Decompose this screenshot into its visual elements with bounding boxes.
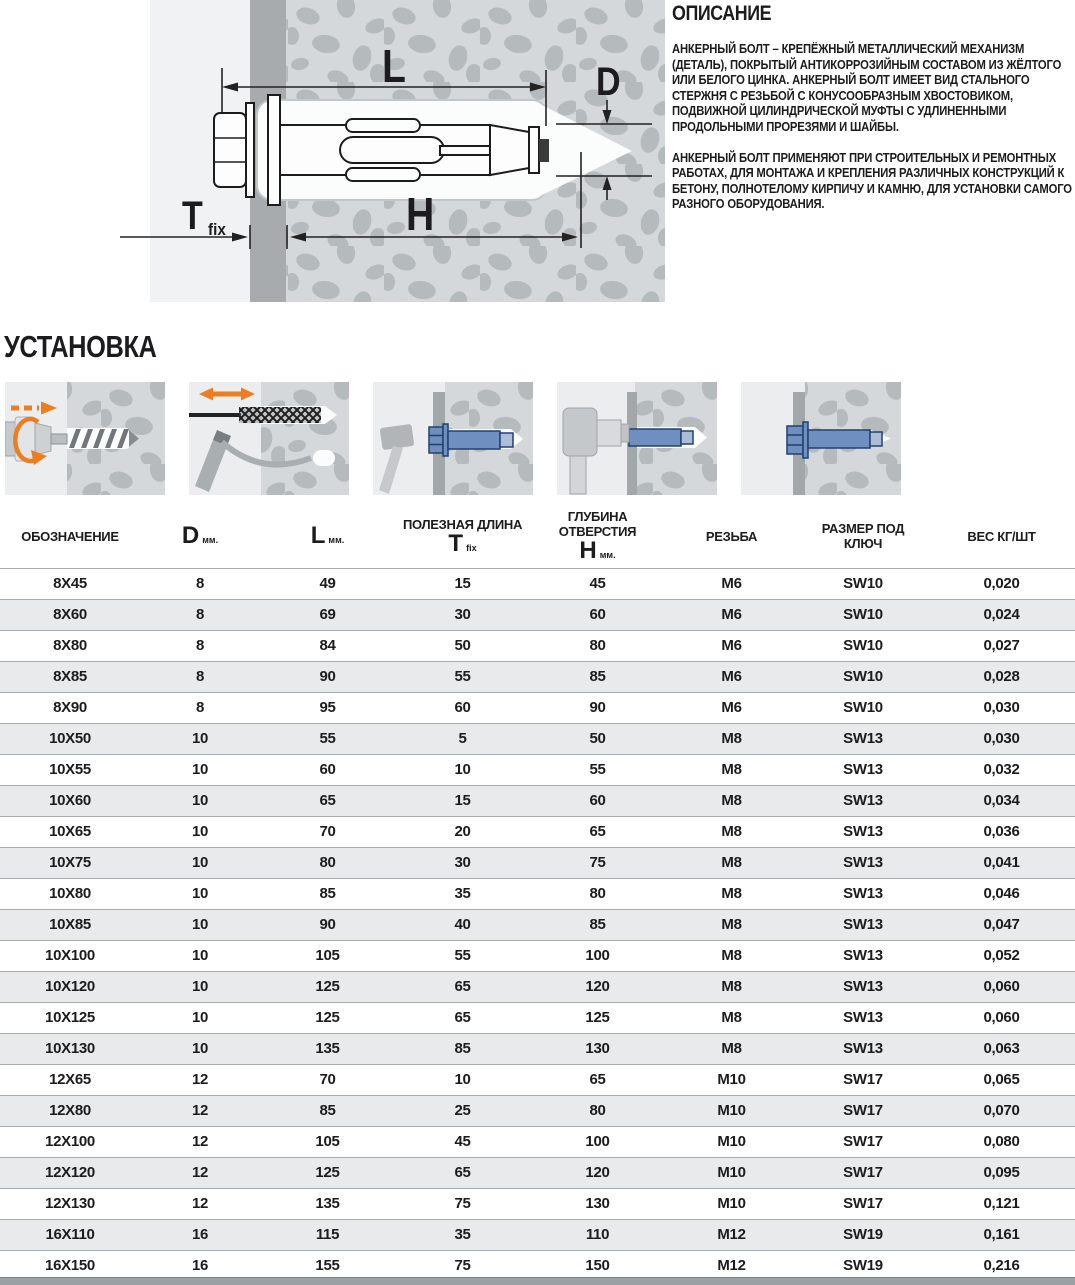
cell-h: 125: [530, 1002, 665, 1033]
cell-wrench: SW13: [798, 816, 928, 847]
cell-weight: 0,095: [928, 1157, 1075, 1188]
cell-d: 12: [140, 1126, 260, 1157]
cell-h: 55: [530, 754, 665, 785]
cell-tfix: 55: [395, 940, 530, 971]
table-row: [0, 878, 1075, 909]
cell-l: 65: [260, 785, 395, 816]
cell-thread: M8: [665, 1033, 798, 1064]
cell-designation: 10X80: [0, 878, 140, 909]
cell-weight: 0,060: [928, 1002, 1075, 1033]
cell-h: 110: [530, 1219, 665, 1250]
install-step-drill: [5, 382, 165, 495]
col-header-designation: ОБОЗНАЧЕНИЕ: [21, 528, 119, 544]
cell-h: 130: [530, 1188, 665, 1219]
install-step-clean: [189, 382, 349, 495]
cell-h: 100: [530, 1126, 665, 1157]
anchor-bolt-diagram: [0, 0, 670, 308]
description-section: [672, 2, 1075, 212]
install-step-installed: [741, 382, 901, 495]
cell-designation: 10X120: [0, 971, 140, 1002]
table-row: [0, 599, 1075, 630]
cell-d: 8: [140, 568, 260, 599]
cell-tfix: 60: [395, 692, 530, 723]
brush-pump-icon: [189, 382, 349, 495]
cell-wrench: SW13: [798, 971, 928, 1002]
cell-tfix: 75: [395, 1188, 530, 1219]
cell-designation: 8X60: [0, 599, 140, 630]
cell-wrench: SW13: [798, 940, 928, 971]
cell-d: 12: [140, 1188, 260, 1219]
cell-weight: 0,052: [928, 940, 1075, 971]
cell-l: 105: [260, 940, 395, 971]
cell-thread: M6: [665, 692, 798, 723]
col-header-d: D мм.: [181, 522, 219, 550]
cell-l: 125: [260, 971, 395, 1002]
table-row: [0, 630, 1075, 661]
cell-wrench: SW19: [798, 1250, 928, 1281]
cell-l: 60: [260, 754, 395, 785]
col-header-hole-depth: ГЛУБИНА ОТВЕРСТИЯ H мм.: [558, 509, 637, 565]
cell-l: 85: [260, 1095, 395, 1126]
cell-designation: 8X90: [0, 692, 140, 723]
cell-weight: 0,161: [928, 1219, 1075, 1250]
cell-d: 10: [140, 847, 260, 878]
table-row: [0, 1033, 1075, 1064]
cell-d: 10: [140, 754, 260, 785]
cell-d: 10: [140, 971, 260, 1002]
cell-wrench: SW10: [798, 692, 928, 723]
cell-l: 70: [260, 816, 395, 847]
cell-weight: 0,030: [928, 723, 1075, 754]
cell-designation: 10X125: [0, 1002, 140, 1033]
table-row: [0, 1064, 1075, 1095]
cell-designation: 16X150: [0, 1250, 140, 1281]
cell-wrench: SW13: [798, 847, 928, 878]
cell-d: 8: [140, 661, 260, 692]
cell-h: 120: [530, 971, 665, 1002]
cell-tfix: 85: [395, 1033, 530, 1064]
cell-weight: 0,046: [928, 878, 1075, 909]
cell-d: 12: [140, 1157, 260, 1188]
cell-wrench: SW13: [798, 1033, 928, 1064]
cell-h: 50: [530, 723, 665, 754]
cell-designation: 10X75: [0, 847, 140, 878]
cell-tfix: 15: [395, 785, 530, 816]
cell-weight: 0,028: [928, 661, 1075, 692]
installation-steps: [5, 382, 901, 495]
cell-d: 8: [140, 692, 260, 723]
cell-weight: 0,036: [928, 816, 1075, 847]
table-row: [0, 723, 1075, 754]
cell-h: 45: [530, 568, 665, 599]
cell-weight: 0,030: [928, 692, 1075, 723]
cell-l: 69: [260, 599, 395, 630]
cell-h: 80: [530, 878, 665, 909]
description-title: ОПИСАНИЕ: [672, 2, 772, 25]
cell-tfix: 10: [395, 754, 530, 785]
table-row: [0, 785, 1075, 816]
table-row: [0, 692, 1075, 723]
cell-designation: 10X55: [0, 754, 140, 785]
cell-tfix: 35: [395, 878, 530, 909]
cell-wrench: SW17: [798, 1188, 928, 1219]
cell-designation: 10X60: [0, 785, 140, 816]
cell-thread: M8: [665, 1002, 798, 1033]
cell-thread: M10: [665, 1095, 798, 1126]
hammer-anchor-icon: [373, 382, 533, 495]
cell-wrench: SW17: [798, 1064, 928, 1095]
install-step-wrench: [557, 382, 717, 495]
cell-designation: 16X110: [0, 1219, 140, 1250]
cell-d: 16: [140, 1250, 260, 1281]
cell-thread: M8: [665, 847, 798, 878]
cell-thread: M8: [665, 878, 798, 909]
cell-weight: 0,024: [928, 599, 1075, 630]
cell-h: 150: [530, 1250, 665, 1281]
cell-weight: 0,216: [928, 1250, 1075, 1281]
cell-l: 105: [260, 1126, 395, 1157]
cell-l: 125: [260, 1157, 395, 1188]
col-header-l: L мм.: [310, 522, 345, 550]
col-header-thread: РЕЗЬБА: [705, 528, 758, 544]
cell-thread: M6: [665, 661, 798, 692]
cell-designation: 10X85: [0, 909, 140, 940]
cell-d: 10: [140, 878, 260, 909]
table-row: [0, 1002, 1075, 1033]
description-paragraph: АНКЕРНЫЙ БОЛТ – КРЕПЁЖНЫЙ МЕТАЛЛИЧЕСКИЙ МЕХАНИЗМ (ДЕТАЛЬ), ПОКРЫТЫЙ АНТИКОРРОЗИЙНЫМ СОСТАВОМ ИЗ ЖЁЛТОГО ИЛИ БЕЛОГО ЦИНКА. АНКЕРНЫЙ БОЛТ ИМЕЕТ ВИД СТАЛЬНОГО СТЕРЖНЯ С РЕЗЬБОЙ С КОНУСООБРАЗНЫМ ХВОСТОВИКОМ, ПОДВИЖНОЙ ЦИЛИНДРИЧЕСКОЙ МУФТЫ С УДЛИНЕННЫМИ ПРОДОЛЬНЫМИ ПРОРЕЗЯМИ И ШАЙБЫ.: [672, 41, 1062, 134]
install-step-hammer: [373, 382, 533, 495]
cell-designation: 8X80: [0, 630, 140, 661]
cell-wrench: SW13: [798, 909, 928, 940]
cell-wrench: SW10: [798, 661, 928, 692]
cell-wrench: SW13: [798, 878, 928, 909]
dim-label-T-sub: fix: [208, 220, 226, 240]
cell-d: 16: [140, 1219, 260, 1250]
cell-tfix: 75: [395, 1250, 530, 1281]
cell-thread: M10: [665, 1126, 798, 1157]
installed-anchor-icon: [741, 382, 901, 495]
cell-d: 10: [140, 785, 260, 816]
cell-h: 90: [530, 692, 665, 723]
cell-tfix: 65: [395, 971, 530, 1002]
cell-tfix: 50: [395, 630, 530, 661]
cell-d: 8: [140, 630, 260, 661]
cell-h: 120: [530, 1157, 665, 1188]
cell-d: 12: [140, 1095, 260, 1126]
bolt-dimension-drawing-icon: [0, 0, 670, 308]
cell-wrench: SW19: [798, 1219, 928, 1250]
cell-designation: 8X85: [0, 661, 140, 692]
cell-wrench: SW13: [798, 754, 928, 785]
cell-l: 90: [260, 661, 395, 692]
cell-wrench: SW13: [798, 785, 928, 816]
cell-d: 10: [140, 723, 260, 754]
cell-weight: 0,047: [928, 909, 1075, 940]
cell-thread: M10: [665, 1157, 798, 1188]
cell-weight: 0,027: [928, 630, 1075, 661]
cell-weight: 0,065: [928, 1064, 1075, 1095]
dim-label-T: T: [182, 192, 203, 238]
table-row: [0, 1126, 1075, 1157]
col-header-wrench-size: РАЗМЕР ПОД КЛЮЧ: [821, 521, 905, 552]
description-paragraph: АНКЕРНЫЙ БОЛТ ПРИМЕНЯЮТ ПРИ СТРОИТЕЛЬНЫХ И РЕМОНТНЫХ РАБОТАХ, ДЛЯ МОНТАЖА И КРЕПЛЕНИЯ РАЗЛИЧНЫХ КОНСТРУКЦИЙ К БЕТОНУ, ПОЛНОТЕЛОМУ КИРПИЧУ И КАМНЮ, ДЛЯ УСТАНОВКИ САМОГО РАЗНОГО ОБОРУДОВАНИЯ.: [672, 149, 1072, 212]
socket-wrench-icon: [557, 382, 717, 495]
cell-tfix: 65: [395, 1157, 530, 1188]
cell-weight: 0,121: [928, 1188, 1075, 1219]
cell-thread: M12: [665, 1250, 798, 1281]
cell-h: 80: [530, 1095, 665, 1126]
col-header-useful-length: ПОЛЕЗНАЯ ДЛИНА T fix: [402, 516, 523, 557]
cell-wrench: SW13: [798, 723, 928, 754]
table-row: [0, 909, 1075, 940]
cell-designation: 12X100: [0, 1126, 140, 1157]
cell-h: 65: [530, 816, 665, 847]
cell-thread: M8: [665, 971, 798, 1002]
cell-designation: 10X65: [0, 816, 140, 847]
cell-designation: 12X130: [0, 1188, 140, 1219]
cell-designation: 12X80: [0, 1095, 140, 1126]
cell-l: 90: [260, 909, 395, 940]
cell-d: 10: [140, 816, 260, 847]
cell-thread: M6: [665, 599, 798, 630]
cell-l: 85: [260, 878, 395, 909]
cell-tfix: 15: [395, 568, 530, 599]
cell-d: 10: [140, 940, 260, 971]
cell-designation: 8X45: [0, 568, 140, 599]
cell-thread: M8: [665, 940, 798, 971]
cell-tfix: 30: [395, 599, 530, 630]
cell-l: 55: [260, 723, 395, 754]
cell-wrench: SW17: [798, 1095, 928, 1126]
cell-thread: M8: [665, 909, 798, 940]
cell-designation: 10X130: [0, 1033, 140, 1064]
cell-weight: 0,070: [928, 1095, 1075, 1126]
table-row: [0, 1219, 1075, 1250]
table-header-row: [0, 505, 1075, 568]
cell-tfix: 5: [395, 723, 530, 754]
cell-d: 8: [140, 599, 260, 630]
cell-wrench: SW10: [798, 568, 928, 599]
cell-weight: 0,060: [928, 971, 1075, 1002]
cell-weight: 0,063: [928, 1033, 1075, 1064]
installation-title: УСТАНОВКА: [4, 329, 157, 364]
cell-tfix: 20: [395, 816, 530, 847]
cell-wrench: SW17: [798, 1126, 928, 1157]
cell-tfix: 45: [395, 1126, 530, 1157]
table-row: [0, 940, 1075, 971]
cell-h: 80: [530, 630, 665, 661]
cell-l: 70: [260, 1064, 395, 1095]
cell-tfix: 55: [395, 661, 530, 692]
cell-thread: M6: [665, 630, 798, 661]
table-row: [0, 754, 1075, 785]
cell-tfix: 65: [395, 1002, 530, 1033]
cell-l: 49: [260, 568, 395, 599]
table-row: [0, 568, 1075, 599]
cell-tfix: 35: [395, 1219, 530, 1250]
cell-thread: M10: [665, 1188, 798, 1219]
cell-l: 115: [260, 1219, 395, 1250]
cell-thread: M8: [665, 723, 798, 754]
cell-wrench: SW10: [798, 630, 928, 661]
cell-d: 10: [140, 1033, 260, 1064]
cell-h: 85: [530, 661, 665, 692]
cell-designation: 10X100: [0, 940, 140, 971]
table-row: [0, 661, 1075, 692]
cell-designation: 12X120: [0, 1157, 140, 1188]
cell-l: 80: [260, 847, 395, 878]
cell-wrench: SW13: [798, 1002, 928, 1033]
cell-l: 125: [260, 1002, 395, 1033]
cell-weight: 0,041: [928, 847, 1075, 878]
cell-thread: M8: [665, 816, 798, 847]
cell-d: 10: [140, 1002, 260, 1033]
cell-tfix: 30: [395, 847, 530, 878]
cell-l: 155: [260, 1250, 395, 1281]
cell-h: 130: [530, 1033, 665, 1064]
dim-label-D: D: [596, 58, 621, 104]
cell-thread: M12: [665, 1219, 798, 1250]
table-row: [0, 847, 1075, 878]
cell-l: 84: [260, 630, 395, 661]
cell-thread: M6: [665, 568, 798, 599]
cell-weight: 0,080: [928, 1126, 1075, 1157]
drill-icon: [5, 382, 165, 495]
cell-h: 60: [530, 599, 665, 630]
cell-tfix: 10: [395, 1064, 530, 1095]
cell-weight: 0,034: [928, 785, 1075, 816]
cell-d: 10: [140, 909, 260, 940]
bottom-edge-bar: [0, 1277, 1075, 1285]
table-row: [0, 1095, 1075, 1126]
table-row: [0, 971, 1075, 1002]
cell-tfix: 25: [395, 1095, 530, 1126]
cell-thread: M8: [665, 785, 798, 816]
dim-label-H: H: [406, 189, 435, 241]
cell-h: 100: [530, 940, 665, 971]
cell-tfix: 40: [395, 909, 530, 940]
cell-wrench: SW17: [798, 1157, 928, 1188]
cell-designation: 12X65: [0, 1064, 140, 1095]
col-header-weight: ВЕС КГ/ШТ: [967, 528, 1036, 544]
cell-d: 12: [140, 1064, 260, 1095]
cell-l: 95: [260, 692, 395, 723]
size-table: [0, 505, 1075, 1281]
cell-h: 85: [530, 909, 665, 940]
cell-l: 135: [260, 1188, 395, 1219]
cell-thread: M8: [665, 754, 798, 785]
cell-weight: 0,020: [928, 568, 1075, 599]
table-row: [0, 1188, 1075, 1219]
table-row: [0, 816, 1075, 847]
cell-wrench: SW10: [798, 599, 928, 630]
cell-thread: M10: [665, 1064, 798, 1095]
dim-label-L: L: [382, 41, 406, 93]
cell-h: 65: [530, 1064, 665, 1095]
cell-h: 75: [530, 847, 665, 878]
cell-weight: 0,032: [928, 754, 1075, 785]
cell-h: 60: [530, 785, 665, 816]
table-row: [0, 1157, 1075, 1188]
cell-l: 135: [260, 1033, 395, 1064]
cell-designation: 10X50: [0, 723, 140, 754]
